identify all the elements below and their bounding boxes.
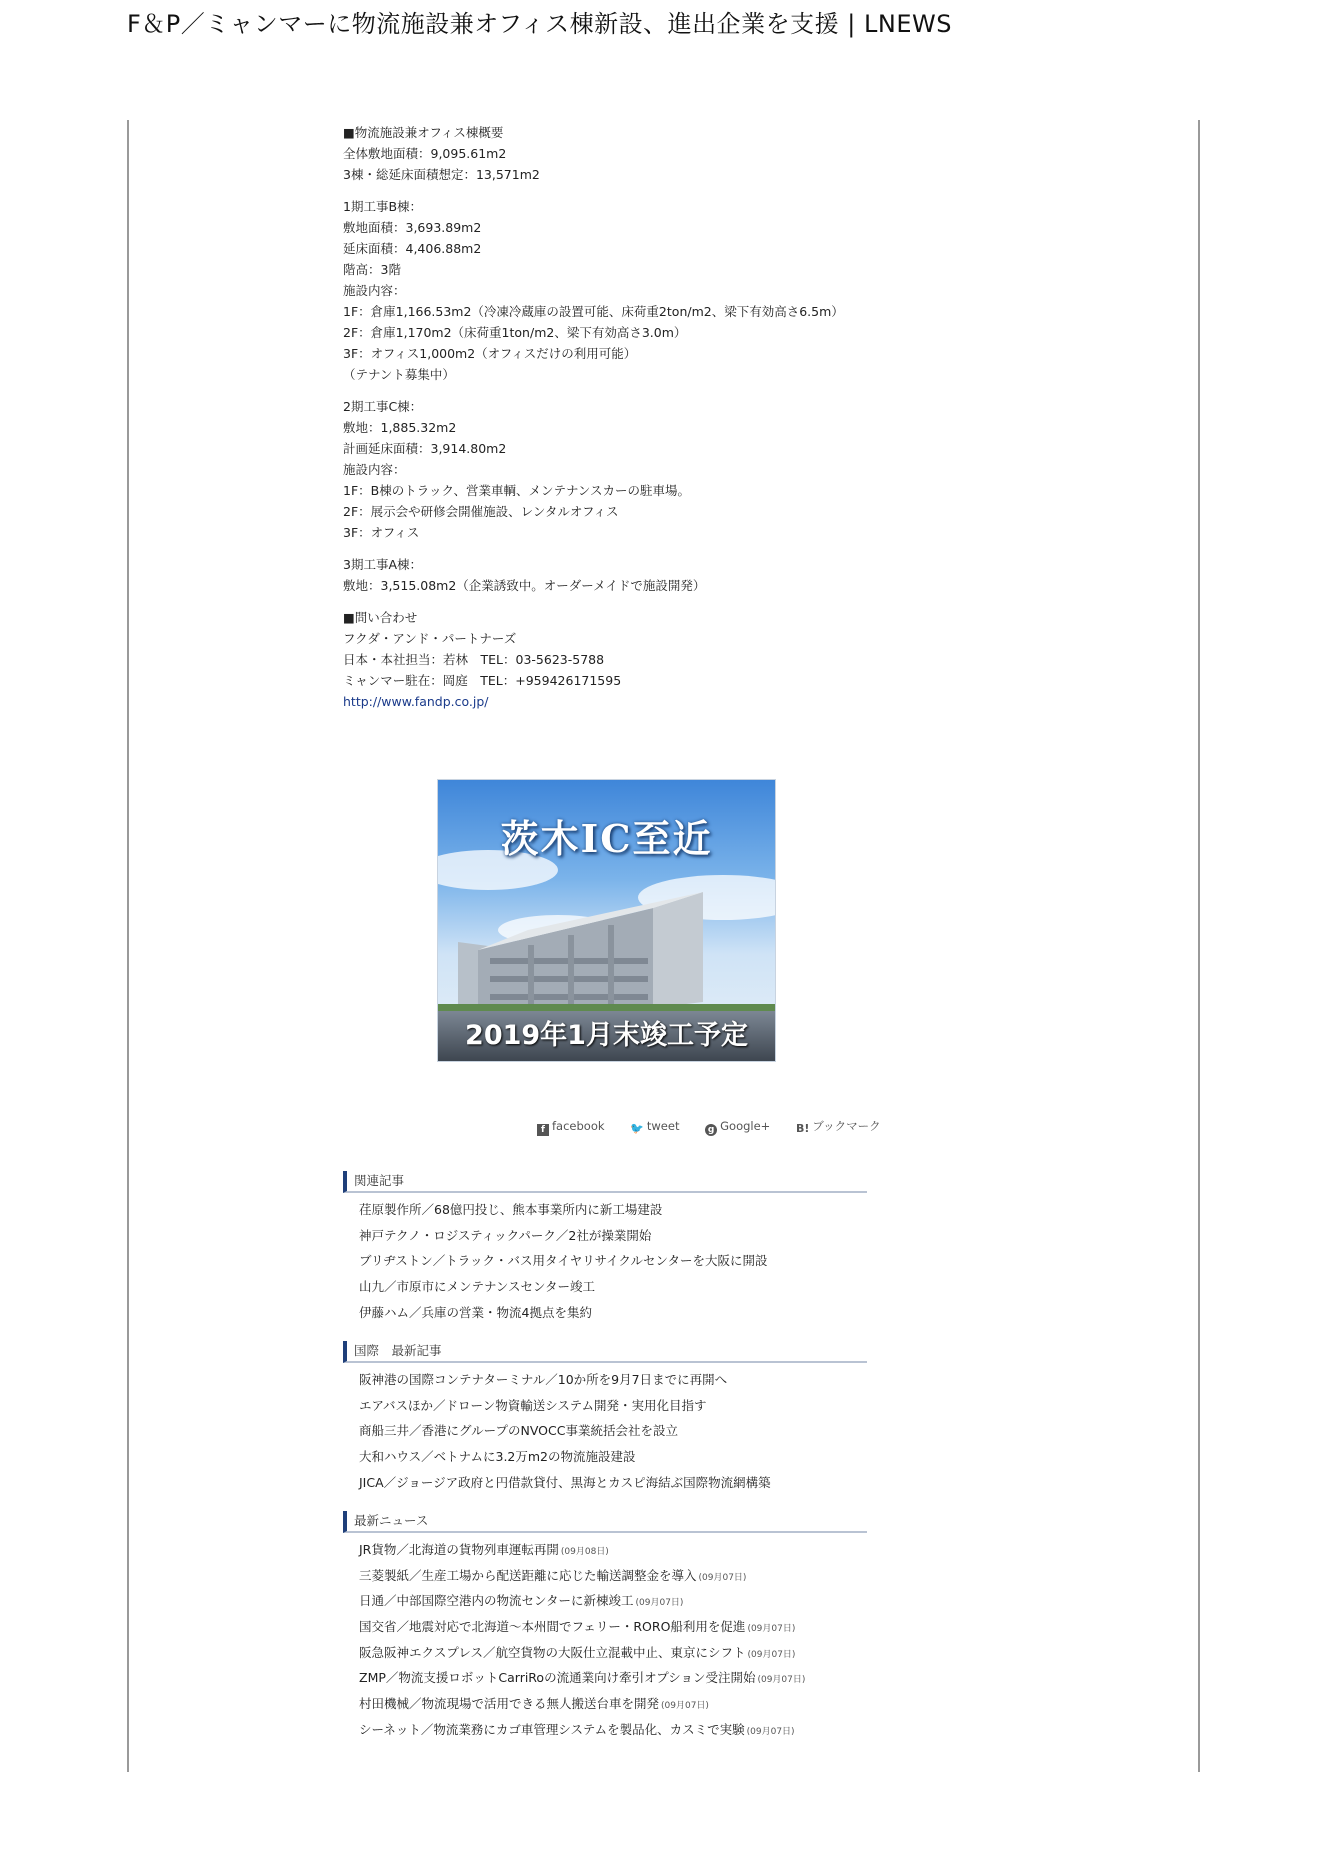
latest-news-link[interactable]: 日通／中部国際空港内の物流センターに新棟竣工 (09月07日) bbox=[359, 1593, 684, 1609]
article-line: 敷地面積：3,693.89m2 bbox=[343, 220, 482, 235]
article-line: 2F：展示会や研修会開催施設、レンタルオフィス bbox=[343, 504, 619, 519]
article-line: 施設内容： bbox=[343, 283, 406, 298]
article-line: ミャンマー駐在：岡庭 TEL：+959426171595 bbox=[343, 673, 622, 688]
article-line: ■問い合わせ bbox=[343, 610, 418, 625]
article-line: 敷地：3,515.08m2（企業誘致中。オーダーメイドで施設開発） bbox=[343, 578, 706, 593]
article-line: 2F：倉庫1,170m2（床荷重1ton/m2、梁下有効高さ3.0m） bbox=[343, 325, 687, 340]
google-plus-share-button[interactable]: g Google+ bbox=[705, 1119, 770, 1136]
related-article-link[interactable]: 神戸テクノ・ロジスティックパーク／2社が操業開始 bbox=[359, 1227, 652, 1243]
news-date: (09月07日) bbox=[747, 1649, 796, 1660]
latest-news-link[interactable]: 三菱製紙／生産工場から配送距離に応じた輸送調整金を導入 (09月07日) bbox=[359, 1567, 747, 1583]
article-line: 2期工事C棟： bbox=[343, 399, 423, 414]
frame-left-border bbox=[127, 120, 129, 1772]
article-line: 全体敷地面積：9,095.61m2 bbox=[343, 146, 507, 161]
warehouse-ad-banner[interactable] bbox=[437, 779, 776, 1062]
international-article-link[interactable]: 商船三井／香港にグループのNVOCC事業統括会社を設立 bbox=[359, 1423, 678, 1439]
news-date: (09月07日) bbox=[635, 1598, 684, 1609]
latest-news-section bbox=[343, 1511, 867, 1743]
article-line: 1F：B棟のトラック、営業車輌、メンテナンスカーの駐車場。 bbox=[343, 483, 690, 498]
article-body bbox=[343, 122, 873, 712]
related-article-link[interactable]: 山九／市原市にメンテナンスセンター竣工 bbox=[359, 1279, 596, 1295]
hatena-bookmark-icon: B! bbox=[795, 1122, 810, 1135]
news-date: (09月07日) bbox=[747, 1624, 796, 1635]
related-article-link[interactable]: ブリヂストン／トラック・バス用タイヤリサイクルセンターを大阪に開設 bbox=[359, 1253, 768, 1269]
twitter-bird-icon: 🐦 bbox=[630, 1122, 644, 1135]
banner-completion-date: 2019年1月末竣工予定 bbox=[438, 1011, 775, 1061]
article-line: 施設内容： bbox=[343, 462, 406, 477]
article-line: 計画延床面積：3,914.80m2 bbox=[343, 441, 507, 456]
international-latest-section bbox=[343, 1341, 867, 1495]
article-line: 3F：オフィス bbox=[343, 525, 420, 540]
article-line: 階高：3階 bbox=[343, 262, 401, 277]
international-article-link[interactable]: JICA／ジョージア政府と円借款貸付、黒海とカスピ海結ぶ国際物流網構築 bbox=[359, 1474, 771, 1490]
latest-news-link[interactable]: 村田機械／物流現場で活用できる無人搬送台車を開発 (09月07日) bbox=[359, 1696, 709, 1712]
international-article-link[interactable]: 大和ハウス／ベトナムに3.2万m2の物流施設建設 bbox=[359, 1449, 636, 1465]
section-title: 関連記事 bbox=[343, 1171, 867, 1193]
article-line: 敷地：1,885.32m2 bbox=[343, 420, 457, 435]
latest-news-link[interactable]: JR貨物／北海道の貨物列車運転再開 (09月08日) bbox=[359, 1542, 609, 1557]
latest-news-link[interactable]: ZMP／物流支援ロボットCarriRoの流通業向け牽引オプション受注開始 (09月07日) bbox=[359, 1670, 806, 1686]
share-bar bbox=[537, 1118, 903, 1138]
facebook-icon: f bbox=[537, 1124, 549, 1136]
article-line: 3期工事A棟： bbox=[343, 557, 423, 572]
article-line: 日本・本社担当：若林 TEL：03-5623-5788 bbox=[343, 652, 605, 667]
page-title: F＆P／ミャンマーに物流施設兼オフィス棟新設、進出企業を支援 | LNEWS bbox=[127, 10, 952, 38]
related-article-link[interactable]: 荏原製作所／68億円投じ、熊本事業所内に新工場建設 bbox=[359, 1202, 663, 1217]
latest-news-link[interactable]: 国交省／地震対応で北海道～本州間でフェリー・RORO船利用を促進 (09月07日) bbox=[359, 1619, 796, 1635]
banner-headline: 茨木IC至近 bbox=[500, 816, 713, 861]
section-title: 最新ニュース bbox=[343, 1511, 867, 1533]
news-date: (09月07日) bbox=[698, 1572, 747, 1583]
article-line: 1F：倉庫1,166.53m2（冷凍冷蔵庫の設置可能、床荷重2ton/m2、梁下有効高さ6.5m） bbox=[343, 304, 844, 319]
frame-right-border bbox=[1198, 120, 1200, 1772]
tweet-share-button[interactable]: 🐦 tweet bbox=[630, 1119, 680, 1135]
latest-news-link[interactable]: 阪急阪神エクスプレス／航空貨物の大阪仕立混載中止、東京にシフト (09月07日) bbox=[359, 1644, 796, 1660]
related-articles-section bbox=[343, 1171, 867, 1325]
latest-news-link[interactable]: シーネット／物流業務にカゴ車管理システムを製品化、カスミで実験 (09月07日) bbox=[359, 1721, 795, 1737]
news-date: (09月07日) bbox=[661, 1701, 709, 1712]
international-article-link[interactable]: 阪神港の国際コンテナターミナル／10か所を9月7日までに再開へ bbox=[359, 1372, 728, 1387]
facebook-share-button[interactable]: f facebook bbox=[537, 1119, 605, 1136]
article-line: 延床面積：4,406.88m2 bbox=[343, 241, 482, 256]
related-article-link[interactable]: 伊藤ハム／兵庫の営業・物流4拠点を集約 bbox=[359, 1304, 592, 1320]
hatena-bookmark-button[interactable]: B! ブックマーク bbox=[795, 1119, 881, 1135]
article-line: （テナント募集中） bbox=[343, 367, 455, 382]
article-line: 1期工事B棟： bbox=[343, 199, 423, 214]
news-date: (09月07日) bbox=[746, 1726, 795, 1737]
section-title: 国際 最新記事 bbox=[343, 1341, 867, 1363]
company-website-link[interactable]: http://www.fandp.co.jp/ bbox=[343, 694, 489, 709]
article-line: フクダ・アンド・パートナーズ bbox=[343, 631, 517, 646]
article-line: ■物流施設兼オフィス棟概要 bbox=[343, 125, 504, 140]
article-line: 3F：オフィス1,000m2（オフィスだけの利用可能） bbox=[343, 346, 637, 361]
news-date: (09月08日) bbox=[560, 1547, 609, 1557]
international-article-link[interactable]: エアバスほか／ドローン物資輸送システム開発・実用化目指す bbox=[359, 1397, 707, 1413]
news-date: (09月07日) bbox=[757, 1675, 806, 1686]
google-plus-icon: g bbox=[705, 1124, 717, 1136]
article-line: 3棟・総延床面積想定：13,571m2 bbox=[343, 167, 540, 182]
